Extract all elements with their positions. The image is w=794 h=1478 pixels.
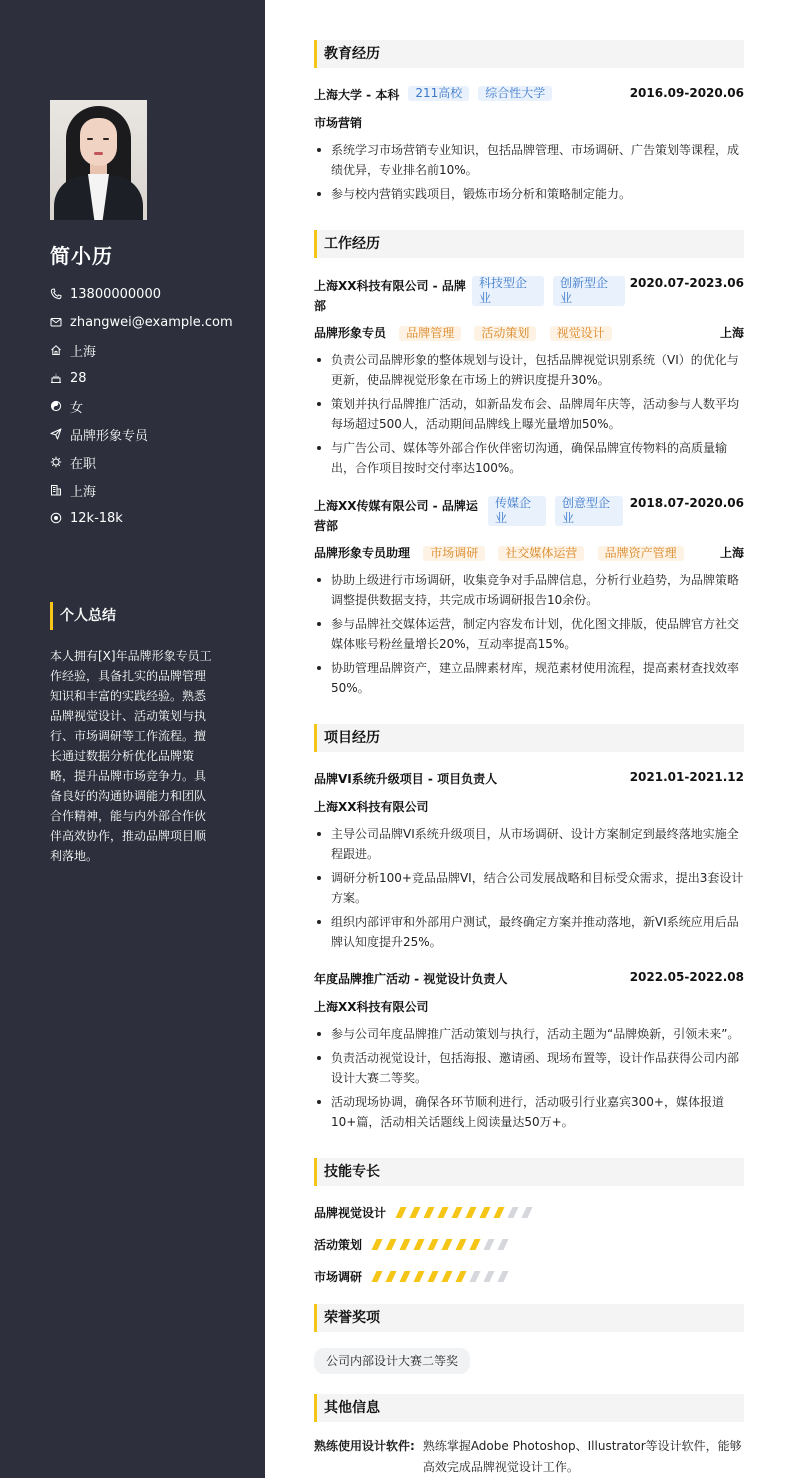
phone-icon <box>50 288 62 300</box>
other-section-title: 其他信息 <box>314 1394 744 1422</box>
other-info-row <box>314 1436 744 1478</box>
list-item: 参与品牌社交媒体运营，制定内容发布计划，优化图文排版，使品牌官方社交媒体账号粉丝量增长20%，互动率提高15%。 <box>314 614 744 654</box>
job-date: 2020.07-2023.06 <box>629 276 744 290</box>
education-bullets <box>314 140 744 208</box>
info-phone <box>50 280 233 308</box>
list-item: 协助管理品牌资产，建立品牌素材库，规范素材使用流程，提高素材查找效率50%。 <box>314 658 744 698</box>
role-tag: 品牌资产管理 <box>598 546 684 561</box>
skill-level-bar <box>374 1239 514 1250</box>
list-item: 协助上级进行市场调研，收集竞争对手品牌信息，分析行业趋势，为品牌策略调整提供数据支持，共完成市场调研报告10余份。 <box>314 570 744 610</box>
skill-segment-filled <box>395 1207 406 1218</box>
project-date: 2021.01-2021.12 <box>629 770 744 784</box>
role-tag: 活动策划 <box>474 326 536 341</box>
skill-segment-filled <box>399 1239 410 1250</box>
skill-segment-filled <box>413 1271 424 1282</box>
company-name: 上海XX科技有限公司 - 品牌部 <box>314 279 466 313</box>
list-item: 策划并执行品牌推广活动，如新品发布会、品牌周年庆等，活动参与人数平均每场超过500人，活动期间品牌线上曝光量增加50%。 <box>314 394 744 434</box>
project-entry-header <box>314 770 744 787</box>
skill-segment-empty <box>497 1239 508 1250</box>
info-salary-text: 12k-18k <box>70 510 123 526</box>
job-entry-header <box>314 276 744 316</box>
work-section-title: 工作经历 <box>314 230 744 258</box>
skill-segment-empty <box>507 1207 518 1218</box>
skill-name: 品牌视觉设计 <box>314 1206 387 1220</box>
education-major <box>314 114 744 131</box>
job-role-row <box>314 324 744 341</box>
skill-segment-filled <box>465 1207 476 1218</box>
skill-segment-filled <box>441 1271 452 1282</box>
info-gender <box>50 392 233 420</box>
age-icon <box>50 372 62 384</box>
summary-title: 个人总结 <box>50 602 116 630</box>
role-tag: 市场调研 <box>423 546 485 561</box>
job-city: 上海 <box>719 546 744 560</box>
job-role: 品牌形象专员 <box>314 326 387 340</box>
skill-segment-filled <box>493 1207 504 1218</box>
salary-icon <box>50 512 62 524</box>
skill-segment-filled <box>371 1271 382 1282</box>
school-name: 上海大学 - 本科 <box>314 88 400 102</box>
skill-row <box>314 1268 514 1285</box>
status-icon <box>50 456 62 468</box>
school-tag: 综合性大学 <box>478 86 552 101</box>
skill-segment-empty <box>521 1207 532 1218</box>
skill-segment-filled <box>455 1239 466 1250</box>
skill-segment-filled <box>371 1239 382 1250</box>
project-date: 2022.05-2022.08 <box>629 970 744 984</box>
project-name: 品牌VI系统升级项目 - 项目负责人 <box>314 772 498 786</box>
skill-segment-filled <box>441 1239 452 1250</box>
list-item: 主导公司品牌VI系统升级项目，从市场调研、设计方案制定到最终落地实施全程跟进。 <box>314 824 744 864</box>
candidate-name: 简小历 <box>50 244 113 268</box>
role-tag: 品牌管理 <box>399 326 461 341</box>
company-tag: 传媒企业 <box>488 496 546 526</box>
info-position <box>50 420 233 448</box>
skill-segment-empty <box>483 1239 494 1250</box>
skill-segment-filled <box>385 1271 396 1282</box>
send-icon <box>50 428 62 440</box>
sidebar <box>0 0 265 1478</box>
skill-segment-filled <box>451 1207 462 1218</box>
major-name: 市场营销 <box>314 116 363 130</box>
info-work-city-text: 上海 <box>70 484 97 500</box>
info-email <box>50 308 233 336</box>
profile-photo <box>50 100 147 220</box>
info-location <box>50 336 233 364</box>
other-info-label: 熟练使用设计软件: <box>314 1439 415 1453</box>
education-entry-header <box>314 86 744 103</box>
project-company <box>314 798 744 815</box>
job-date: 2018.07-2020.06 <box>629 496 744 510</box>
contact-info-list <box>50 280 233 532</box>
building-icon <box>50 484 62 496</box>
role-tag: 社交媒体运营 <box>498 546 584 561</box>
education-section-title: 教育经历 <box>314 40 744 68</box>
skill-name: 市场调研 <box>314 1270 363 1284</box>
company-tag: 创意型企业 <box>555 496 623 526</box>
gender-icon <box>50 400 62 412</box>
info-salary <box>50 504 233 532</box>
award-badge: 公司内部设计大赛二等奖 <box>314 1348 470 1374</box>
school-tag: 211高校 <box>408 86 469 101</box>
project-company <box>314 998 744 1015</box>
skill-segment-filled <box>413 1239 424 1250</box>
skill-segment-filled <box>427 1239 438 1250</box>
company-name: 上海XX传媒有限公司 - 品牌运营部 <box>314 499 478 533</box>
job-bullets <box>314 570 744 702</box>
list-item: 系统学习市场营销专业知识，包括品牌管理、市场调研、广告策划等课程，成绩优异，专业排名前10%。 <box>314 140 744 180</box>
skill-name: 活动策划 <box>314 1238 363 1252</box>
awards-section-title: 荣誉奖项 <box>314 1304 744 1332</box>
info-work-city <box>50 476 233 504</box>
skill-segment-filled <box>479 1207 490 1218</box>
info-status-text: 在职 <box>70 456 97 472</box>
skill-row <box>314 1204 538 1221</box>
skill-segment-filled <box>437 1207 448 1218</box>
project-bullets <box>314 824 744 956</box>
summary-text: 本人拥有[X]年品牌形象专员工作经验，具备扎实的品牌管理知识和丰富的实践经验。熟悉品牌视觉设计、活动策划与执行、市场调研等工作流程。擅长通过数据分析优化品牌策略，提升品牌市场竞争力。具备良好的沟通协调能力和团队合作精神，能与内外部合作伙伴高效协作，推动品牌项目顺利落地。 <box>50 649 212 863</box>
info-location-text: 上海 <box>70 344 97 360</box>
skill-segment-filled <box>399 1271 410 1282</box>
list-item: 负责活动视觉设计，包括海报、邀请函、现场布置等，设计作品获得公司内部设计大赛二等奖。 <box>314 1048 744 1088</box>
projects-section-title: 项目经历 <box>314 724 744 752</box>
list-item: 参与公司年度品牌推广活动策划与执行，活动主题为“品牌焕新，引领未来”。 <box>314 1024 744 1044</box>
skill-level-bar <box>398 1207 538 1218</box>
list-item: 参与校内营销实践项目，锻炼市场分析和策略制定能力。 <box>314 184 744 204</box>
list-item: 活动现场协调，确保各环节顺利进行，活动吸引行业嘉宾300+，媒体报道10+篇，活动相关话题线上阅读量达50万+。 <box>314 1092 744 1132</box>
info-age-text: 28 <box>70 370 87 386</box>
list-item: 调研分析100+竞品品牌VI，结合公司发展战略和目标受众需求，提出3套设计方案。 <box>314 868 744 908</box>
skill-segment-filled <box>409 1207 420 1218</box>
list-item: 负责公司品牌形象的整体规划与设计，包括品牌视觉识别系统（VI）的优化与更新，使品牌视觉形象在市场上的辨识度提升30%。 <box>314 350 744 390</box>
skill-row <box>314 1236 514 1253</box>
info-position-text: 品牌形象专员 <box>70 428 149 444</box>
project-company-name: 上海XX科技有限公司 <box>314 1000 429 1014</box>
project-company-name: 上海XX科技有限公司 <box>314 800 429 814</box>
job-role: 品牌形象专员助理 <box>314 546 411 560</box>
skill-segment-empty <box>483 1271 494 1282</box>
job-entry-header <box>314 496 744 536</box>
job-role-row <box>314 544 744 561</box>
info-age <box>50 364 233 392</box>
skill-segment-filled <box>469 1239 480 1250</box>
role-tag: 视觉设计 <box>550 326 612 341</box>
skill-level-bar <box>374 1271 514 1282</box>
skill-segment-filled <box>455 1271 466 1282</box>
list-item: 组织内部评审和外部用户测试，最终确定方案并推动落地，新VI系统应用后品牌认知度提升25%。 <box>314 912 744 952</box>
skill-segment-empty <box>469 1271 480 1282</box>
skill-segment-empty <box>497 1271 508 1282</box>
info-email-text: zhangwei@example.com <box>70 314 233 330</box>
project-name: 年度品牌推广活动 - 视觉设计负责人 <box>314 972 508 986</box>
email-icon <box>50 316 62 328</box>
job-city: 上海 <box>719 326 744 340</box>
education-date: 2016.09-2020.06 <box>629 86 744 100</box>
skills-section-title: 技能专长 <box>314 1158 744 1186</box>
other-info-value: 熟练掌握Adobe Photoshop、Illustrator等设计软件，能够高效完成品牌视觉设计工作。 <box>422 1439 742 1474</box>
list-item: 与广告公司、媒体等外部合作伙伴密切沟通，确保品牌宣传物料的高质量输出，合作项目按时交付率达100%。 <box>314 438 744 478</box>
info-gender-text: 女 <box>70 400 84 416</box>
job-bullets <box>314 350 744 482</box>
project-entry-header <box>314 970 744 987</box>
project-bullets <box>314 1024 744 1136</box>
skill-segment-filled <box>423 1207 434 1218</box>
home-icon <box>50 344 62 356</box>
company-tag: 创新型企业 <box>553 276 625 306</box>
company-tag: 科技型企业 <box>472 276 544 306</box>
info-status <box>50 448 233 476</box>
skill-segment-filled <box>427 1271 438 1282</box>
skill-segment-filled <box>385 1239 396 1250</box>
info-phone-text: 13800000000 <box>70 286 161 302</box>
